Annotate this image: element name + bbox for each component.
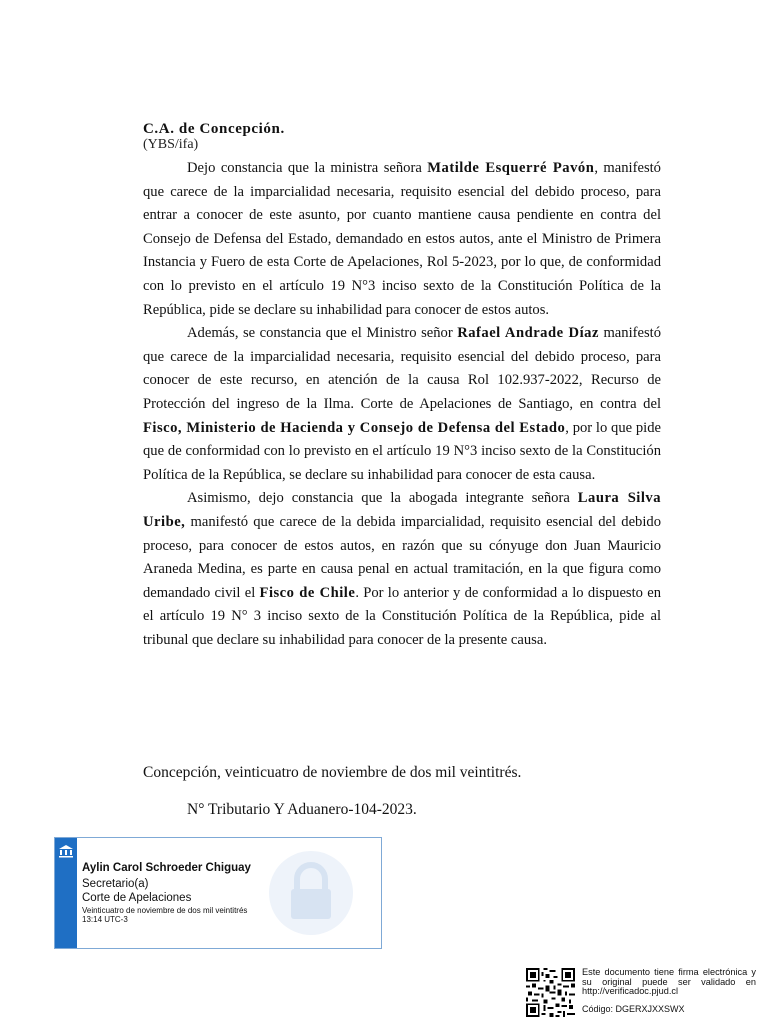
paragraph-1 [143, 157, 661, 322]
case-reference: N° Tributario Y Aduanero-104-2023. [187, 801, 417, 818]
p1-text: , manifestó que carece de la imparcialidad necesaria, requisito esencial del debido proceso, para entrar a conocer de este asunto, por cuanto mantiene causa pendiente en contra del Consejo de Defensa del Estado, demandado en estos autos, ante el Ministro de Primera Instancia y Fuero de esta Corte de Apelaciones, Rol 5-2023, por lo que, de conformidad con lo previsto en el artículo 19 N°3 inciso sexto de la Constitución Política de la República, pide se declare su inhabilidad para conocer de estos autos. [143, 160, 661, 318]
verification-code: Código: DGERXJXXSWX [582, 1004, 685, 1014]
document-body [143, 157, 661, 652]
p3-text-end: . Por lo anterior y de conformidad a lo dispuesto en el artículo 19 N° 3 inciso sexto de la Constitución Política de la República, pide al tribunal que declare su inhabilidad para conocer de la presente causa. [143, 584, 661, 648]
signer-role: Secretario(a) [82, 878, 149, 890]
court-heading: C.A. de Concepción. [143, 121, 285, 137]
signature-accent-bar [55, 838, 77, 948]
p3-text: manifestó que carece de la debida imparcialidad, requisito esencial del debido proceso, para conocer de estos autos, en razón que su cónyuge don Juan Mauricio Araneda Medina, es parte en causa penal en actual tramitación, en la que figura como demandado civil el [143, 513, 661, 601]
courthouse-icon [58, 844, 74, 858]
clerk-initials: (YBS/ifa) [143, 137, 199, 152]
minister-name-2: Rafael Andrade Díaz [457, 325, 599, 342]
lock-icon [269, 851, 353, 935]
lawyer-name: Laura Silva Uribe, [143, 490, 662, 530]
defendant-parties: Fisco, Ministerio de Hacienda y Consejo de Defensa del Estado [143, 419, 566, 436]
verification-note: Este documento tiene firma electrónica y su original puede ser validado en http://verificadoc.pjud.cl [582, 967, 756, 997]
signature-block [54, 837, 382, 949]
paragraph-2 [143, 322, 661, 487]
minister-name-1: Matilde Esquerré Pavón [427, 160, 595, 176]
signer-name: Aylin Carol Schroeder Chiguay [82, 862, 251, 874]
signature-time: 13:14 UTC-3 [82, 915, 128, 924]
p2-intro: Además, se constancia que el Ministro señor [187, 325, 458, 342]
p2-text: manifestó que carece de la imparcialidad necesaria, requisito esencial del debido proceso, para conocer de este recurso, en atención de la causa Rol 102.937-2022, Recurso de Protección del ingreso de la Ilma. Corte de Apelaciones de Santiago, en contra del [143, 325, 661, 412]
signer-organization: Corte de Apelaciones [82, 892, 192, 904]
p2-text-end: , por lo que pide que de conformidad con lo previsto en el artículo 19 N°3 inciso sexto de la Constitución Política de la República, se declare su inhabilidad para conocer de esta causa. [143, 419, 661, 483]
qr-code-icon[interactable] [526, 968, 575, 1017]
paragraph-3 [143, 487, 661, 652]
fisco-party: Fisco de Chile [259, 584, 356, 601]
p3-intro: Asimismo, dejo constancia que la abogada integrante señora [187, 490, 578, 507]
date-line: Concepción, veinticuatro de noviembre de dos mil veintitrés. [143, 764, 522, 781]
p1-intro: Dejo constancia que la ministra señora [187, 160, 428, 176]
signature-date: Veinticuatro de noviembre de dos mil veintitrés [82, 906, 248, 915]
